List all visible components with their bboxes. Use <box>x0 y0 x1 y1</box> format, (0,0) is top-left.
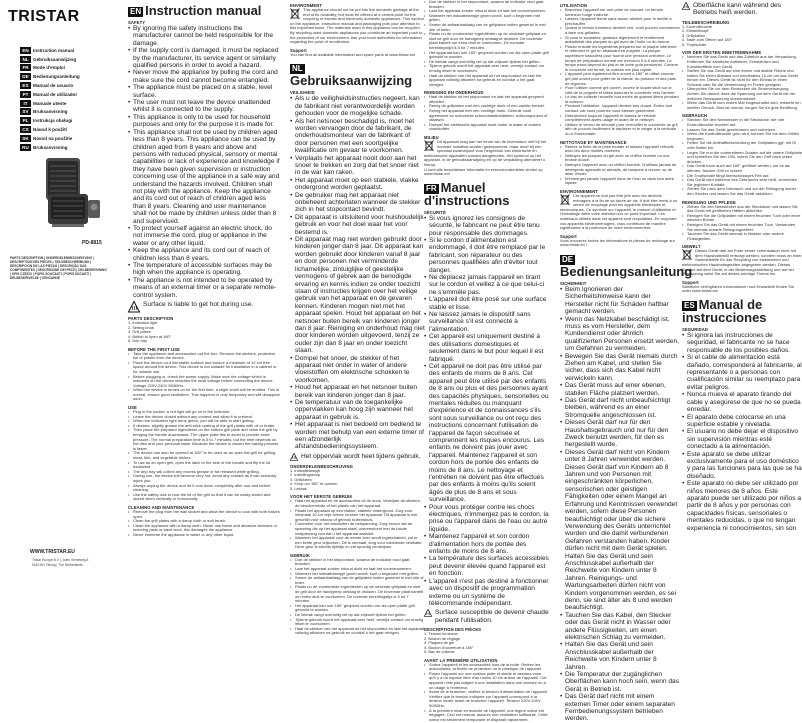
language-code-badge: SK <box>20 135 31 142</box>
part-item: 3. Grill plates <box>128 329 151 335</box>
list-item: • Clean the appliance with a damp cloth. Never use harsh and abrasive cleaners or scouring pads or steel wool, this damages the appliance. <box>128 524 280 533</box>
list-item: • The appliance must be placed on a stable, level surface. <box>128 84 280 99</box>
list-item: • Haal de stekker van het apparaat uit het stopcontact en laat het apparaat volledig afkoelen na gebruik en voordat u het gaat reinigen. <box>290 627 425 636</box>
list-item: • Reinig het apparaat met een vochtige doek. Gebruik nooit agressieve en schurende schoonmaakmiddelen, schuursponzen of staalwol. <box>424 109 549 123</box>
list-item: • L'appareil peut également être ouvert à 180° et utilisé comme gril plat ouvert pour griller de la viande, du poisson et des plats de légumes. <box>560 72 680 86</box>
list-item: • Nettoyez l'appareil avec un chiffon humide. N'utilisez jamais de détergents agressifs et abrasifs, de tampons à récurer ou de laine d'acier. <box>560 163 680 177</box>
safety-heading: SEGURIDAD <box>682 327 709 333</box>
list-item: • À la première mise en marche de l'appareil, une légère odeur est dégagée. Ceci est normal, assurez une ventilation suffisante. Cette odeur est seulement temporaire et disparaît rapidement. <box>424 709 549 723</box>
part-item: 5. Drip tray <box>128 338 148 344</box>
list-item: • Legen Sie nun die vorbereiteten Zutaten auf die untere Grillplatte und schließen Sie den Grill, indem Sie den Griff nach unten drücken. <box>682 151 802 165</box>
list-item: • The drip tray will collect any excess grease or fat released while grilling. <box>128 470 280 475</box>
list-item: • Place the device on a flat stable surface and ensure a minimum of 10 cm free space around the device. This device is not suitable for installation in a cabinet or for outside use. <box>128 361 280 375</box>
list-item: • Le bac de collecte recueille tout excès de graisse libéré pendant la cuisson. <box>560 95 680 104</box>
list-item: • Si vous ignorez les consignes de sécurité, le fabricant ne peut être tenu pour responsable des dommages. <box>424 215 549 237</box>
before-first-use-heading: AVANT LA PREMIÈRE UTILISATION <box>424 657 498 663</box>
list-item: • Dit apparaat mag niet worden gebruikt door kinderen jonger dan 8 jaar. Dit apparaat kan worden gebruikt door kinderen vanaf 8 jaar en door personen met verminderde lichamelijke, zintuiglijke of geestelijke vermogens of gebrek aan de benodigde ervaring en kennis indien ze onder toezicht staan of instructies krijgen over het veilige gebruik van het apparaat en de gevaren kennen. Kinderen mogen niet met het apparaat spelen. Houd het apparaat en het netsnoer buiten bereik van kinderen jonger dan 8 jaar. Reiniging en onderhoud mag niet door kinderen worden uitgevoerd, tenzij ze ouder zijn dan 8 jaar en onder toezicht staan. <box>290 236 425 355</box>
language-code-badge: NL <box>292 64 303 74</box>
part-item: 2. Einstellknopf <box>682 28 709 34</box>
list-item: • Laissez l'appareil fermé sans aucun aliment pour le mettre à préchauffer. <box>560 17 680 26</box>
language-name: Manual de usuario <box>33 82 74 88</box>
list-item: • La température des surfaces accessibles peut devenir élevée quand l'appareil est en fonction. <box>424 555 549 577</box>
language-name: Bedienungsanleitung <box>33 74 80 80</box>
list-item: • Tijdens gebruik wordt het apparaat zeer heet, vermijd contact om ernstig letsel te voorkomen. <box>290 618 425 627</box>
list-item: • Wenn das Gerät zum ersten Mal eingeschaltet wird, entsteht ein leichter Geruch. Dies ist normal, sorgen Sie für gute Belüftung. <box>682 101 802 110</box>
list-item: • Das Gerät muss auf einer ebenen, stabilen Fläche platziert werden. <box>560 382 680 397</box>
spanish-section <box>682 0 802 575</box>
list-item: • Use the safety lock to lock the lid of the grill so that it can be easily stored and stored when vertically or horizontally. <box>128 493 280 502</box>
list-item: • Nunca mueva el aparato tirando del cable y asegúrese de que no se pueda enredar. <box>682 391 802 413</box>
environment-heading: ENVIRONNEMENT <box>560 188 599 194</box>
list-item: • Beim Ignorieren der Sicherheitshinweise kann der Hersteller nicht für Schäden haftbar gemacht werden. <box>560 286 680 316</box>
list-item: • Cet appareil ne doit pas être utilisé par des enfants de moins de 8 ans. Cet appareil peut être utilisé par des enfants de 8 ans ou plus et des personnes ayant des capacités physiques, sensorielles ou mentales réduites ou manquant d'expérience et de connaissances s'ils sont sous surveillance ou ont reçu des instructions concernant l'utilisation de l'appareil de façon sécurisée et comprennent les risques encourus. Les enfants ne doivent pas jouer avec l'appareil. Maintenez l'appareil et son cordon hors de portée des enfants de moins de 8 ans. Le nettoyage et l'entretien ne doivent pas être effectués par des enfants à moins qu'ils soient âgés de plus de 8 ans et sous surveillance. <box>424 363 549 504</box>
support-heading: Support <box>290 47 307 53</box>
crossed-bin-icon <box>290 8 300 20</box>
list-item: • Débranchez toujours l'appareil et laissez-le refroidir complètement après usage et avant de le nettoyer. <box>560 114 680 123</box>
list-item: • Lassen Sie das Gerät geschlossen und vorheizen. <box>682 128 802 133</box>
environment-heading: UMWELT <box>682 244 701 250</box>
list-item: • Tauchen Sie das Kabel, den Stecker oder das Gerät nicht in Wasser oder andere Flüssigkeiten, um einen elektrischen Schlag zu vermeiden. <box>560 612 680 642</box>
hot-surface-icon <box>682 2 690 10</box>
crossed-bin-icon <box>682 249 692 261</box>
list-item: • De lekbak vangt overtollig vet op dat vrijkomt tijdens het grillen. <box>424 60 549 65</box>
part-item: 4. Button to open at 180° <box>128 333 172 339</box>
language-list-item <box>20 46 110 55</box>
list-item: • Doe de stekker in het stopcontact, waarna de indicator rood gaat branden. <box>424 0 549 9</box>
hot-surface-icon <box>128 301 140 313</box>
list-item: • To protect yourself against an electric shock, do not immerse the cord, plug or appliance in the water or any other liquid. <box>128 225 280 247</box>
language-list-item <box>20 64 110 73</box>
list-item: • Plaats nu de voorbereide ingrediënten op de onderste grillplaat en sluit de grill door de handgreep omlaag te drukken. De bovenste plaat kantelt om extra druk te voorkomen. De normale bereidingstijd is 5 tot 7 minuten. <box>290 585 425 603</box>
list-item: • The appliance is not intended to be operated by means of an external timer or a separate remote-control system. <box>128 277 280 299</box>
list-item: • Halten Sie das Gerät und sein Anschlusskabel außerhalb der Reichweite von Kindern unter 8 Jahren. <box>560 641 680 671</box>
use-list <box>682 118 802 196</box>
list-item: • Haal de stekker uit het stopcontact en laat het apparaat geopend afkoelen. <box>424 95 549 104</box>
list-item: • De gebruiker mag het apparaat niet onbeheerd achterlaten wanneer de stekker zich in het stopcontact bevindt. <box>290 192 425 214</box>
list-item: • Utilisez le verrou de sécurité pour verrouiller le couvercle du gril afin de pouvoir facilement le déplacer et le ranger à la verticale ou à l'horizontale. <box>560 123 680 137</box>
use-list <box>560 8 680 137</box>
list-item: • To use as an open grill, open the latch to the side of the handle and flip the lid backward. <box>128 461 280 470</box>
list-item: • Plug in the socket, a red light will go on in the indicator. <box>128 410 280 415</box>
list-item: • L'appareil n'est pas destiné à fonctionner avec un dispositif de programmation externe ou un système de télécommande indépendant. <box>424 578 549 608</box>
list-item: • De lekbak vangt overtollig vet op dat vrijkomt tijdens het grillen. <box>290 613 425 618</box>
list-item: • Then place the prepared ingredients on the bottom grill plate and close the grill by bringing the handle downwards. The upper plate tilts to avoid to provide extra pressure. The normal preparation time is 5 to 7 minutes, but the time depends on the dish and your personal taste. Because the device is closed the baking process is faster. <box>128 428 280 451</box>
safety-list <box>560 286 680 723</box>
language-code-badge: ES <box>684 301 695 311</box>
list-item: • Tijdens gebruik wordt het apparaat zeer heet, vermijd contact om ernstig letsel te voorkomen. <box>424 64 549 73</box>
part-item: 3. Grillplaten <box>290 476 312 482</box>
part-item: 3. Grillplatten <box>682 32 705 38</box>
list-item: • Dieses Gerät darf nur für den Haushaltsgebrauch und nur für den Zweck benutzt werden, für den es hergestellt wurde. <box>560 419 680 449</box>
language-code-badge: DE <box>562 254 574 264</box>
use-heading: UTILISATION <box>560 3 588 8</box>
before-first-use-heading: VOOR HET EERSTE GEBRUIK <box>290 494 353 500</box>
parts-list <box>290 469 425 492</box>
list-item: • Stellen Sie das Gerät auf eine ebene und stabile Fläche und halten Sie einen Abstand von mindestens 10 cm um das Gerät herum ein. Dieses Gerät ist nicht für den Einbau in einen Schrank oder für die Verwendung im Freien geeignet. <box>682 69 802 87</box>
support-heading: Support <box>560 233 577 239</box>
safety-heading: SÉCURITÉ <box>424 209 446 215</box>
list-item: • El aparato debe colocarse en una superficie estable y nivelada. <box>682 414 802 429</box>
list-item: • Verplaats het apparaat nooit door aan het snoer te trekken en zorg dat het snoer niet in de war kan raken. <box>290 155 425 177</box>
list-item: • Houd het apparaat en het netsnoer buiten bereik van kinderen jonger dan 8 jaar. <box>290 384 425 399</box>
list-item: • Remove the plug from the wall socket and allow the device to cool with both halves open. <box>128 510 280 519</box>
use-heading: GEBRAUCH <box>682 113 707 119</box>
language-name: Bruksanvisning <box>33 144 68 150</box>
language-code-badge: RU <box>20 144 31 151</box>
language-name: Mode d'emploi <box>33 65 65 71</box>
language-list-item <box>20 55 110 64</box>
section-title: ES Manual de instrucciones <box>682 297 767 326</box>
part-item: 4. Knop om 180° te openen <box>290 481 338 487</box>
language-list-item <box>20 116 110 125</box>
list-item: • If the supply cord is damaged, it must be replaced by the manufacturer, its service agent or similarly qualified persons in order to avoid a hazard. <box>128 47 280 69</box>
cleaning-heading: REINIGING EN ONDERHOUD <box>424 90 484 96</box>
hot-surface-icon <box>424 609 432 617</box>
language-list-item <box>20 72 110 81</box>
list-item: • Reinigen Sie das Gerät mit einem feuchten Tuch. Verwenden Sie niemals scharfe Reinigungsmittel. <box>682 223 802 232</box>
environment-text: This appliance should not be put into the domestic garbage at the end of its durability, but must be offered at a central point for the recycling of electric and electronic domestic appliances. This symbol on the appliance, instruction manual and packaging puts your attention to this important issue. The materials used in this appliance can be recycled. By recycling used domestic appliances you contribute an important push to the protection of our environment. Ask your local authorities for information regarding the point of recollection. <box>290 7 424 45</box>
crossed-bin-icon <box>560 194 570 206</box>
list-item: • Si le cordon d'alimentation est endommagé, il doit être remplacé par le fabricant, son réparateur ou des personnes qualifiées afin d'éviter tout danger. <box>424 237 549 274</box>
part-item: 1. Indicatielampje <box>290 467 321 473</box>
list-item: • Smeer de antiaanbaklaag van de grillplaten indien gewenst in met olie of boter. <box>424 23 549 32</box>
use-list-continued <box>424 0 549 87</box>
part-item: 1. Indication light <box>128 320 158 326</box>
before-first-use-list <box>424 663 549 723</box>
part-item: 2. Setting knob <box>128 324 154 330</box>
language-code-badge: FR <box>426 183 437 193</box>
cleaning-list <box>128 510 280 538</box>
list-item: • Clean the grill plates with a damp cloth or soft brush. <box>128 519 280 524</box>
section-title: DEBedienungsanleitung <box>560 254 693 279</box>
list-item: • Dieses Gerät darf nicht von Kindern unter 8 Jahren verwendet werden. Dieses Gerät darf von Kindern ab 8 Jahren und von Personen mit eingeschränkten körperlichen, sensorischen oder geistigen Fähigkeiten oder einem Mangel an Erfahrung und Kenntnissen verwendet werden, sofern diese Personen beaufsichtigt oder über die sichere Verwendung des Geräts unterrichtet wurden und die damit verbundenen Gefahren verstanden haben. Kinder dürfen nicht mit dem Gerät spielen. Halten Sie das Gerät und sein Anschlusskabel außerhalb der Reichweite von Kindern unter 8 Jahren. Reinigungs- und Wartungsarbeiten dürfen nicht von Kindern vorgenommen werden, es sei denn, sie sind älter als 8 und werden beaufsichtigt. <box>560 449 680 612</box>
hot-surface-warning <box>682 2 802 17</box>
safety-heading: SAFETY <box>128 20 146 25</box>
environment-heading: ENVIRONMENT <box>290 3 323 8</box>
list-item: • Wenn das Netzkabel beschädigt ist, muss es vom Hersteller, dem Kundendienst oder ähnlich qualifizierten Personen ersetzt werden, um Gefahren zu vermeiden. <box>560 316 680 353</box>
company-address-line: Tristar Europe B.V. | Jules Verneweg 8 <box>32 558 89 562</box>
list-item: • Tauchen Sie das Gerät niemals in Wasser oder andere Flüssigkeiten. <box>682 232 802 241</box>
language-code-badge: EN <box>20 47 31 54</box>
model-number: PD-8815 <box>82 240 102 246</box>
list-item: • Before plugging in, check the power supply. Make sure the voltage which is indicated on the device matches the local voltage before connecting the device. Voltage 220V-240V 50/60Hz. <box>128 375 280 389</box>
list-item: • Ne laissez jamais le dispositif sans surveillance s'il est connecté à l'alimentation. <box>424 311 549 333</box>
list-item: • Pendant l'utilisation, l'appareil devient très chaud. Évitez tout contact, car vous pourriez vous blesser gravement. <box>560 104 680 113</box>
list-item: • Wanneer het indicatielampje groen wordt, kunt u beginnen met grillen. <box>424 14 549 23</box>
before-first-use-list <box>290 499 425 550</box>
list-item: • Reinig de grillplaten met een vochtige doek of een zachte borstel. <box>424 104 549 109</box>
language-name: Instrukcja obsługi <box>33 118 73 124</box>
list-item: • Pour l'utiliser comme gril ouvert, ouvrez le loquet situé sur le côté de la poignée et faites basculer le couvercle vers l'arrière. <box>560 86 680 95</box>
list-item: • The user must not leave the device unattended whilst it is connected to the supply. <box>128 99 280 114</box>
list-item: • Nehmen Sie das Gerät und das Zubehör aus der Verpackung. Entfernen Sie sämtliche Aufkleber, Schutzfolien und Kunststoffteile vom Gerät. <box>682 55 802 69</box>
website-url[interactable]: WWW.TRISTAR.EU <box>30 549 75 555</box>
safety-list <box>128 25 280 299</box>
cleaning-heading: CLEANING AND MAINTENANCE <box>128 504 195 510</box>
hot-surface-text: Oberfläche kann während des Betriebs heiß werden. <box>693 2 781 17</box>
list-item: • Laat het apparaat zonder inhoud dicht en laat het voorverwarmen. <box>290 567 425 572</box>
use-heading: USE <box>128 405 137 411</box>
list-item: • N'immergez jamais l'appareil dans de l'eau ou dans tout autre liquide. <box>560 177 680 186</box>
parts-list <box>128 321 280 344</box>
parts-heading: TEILEBESCHREIBUNG <box>682 19 730 25</box>
list-item: • Haal de stekker van het apparaat uit het stopcontact en laat het apparaat volledig afkoelen na gebruik en voordat u het gaat reinigen. <box>424 74 549 88</box>
list-item: • Laat het apparaat zonder inhoud dicht en laat het voorverwarmen. <box>424 9 549 14</box>
language-name: Manual de utilizador <box>33 91 78 97</box>
language-name: Bruksanvisning <box>33 109 68 115</box>
grill-product-image <box>40 150 106 234</box>
list-item: • If desired, slightly grease the anti-stick coating of the grill plates with oil or butter. <box>128 424 280 429</box>
crossed-bin-icon <box>424 140 434 152</box>
part-item: 4. Taste zum Öffnen auf 180° <box>682 37 733 43</box>
safety-heading: VEILIGHEID <box>290 90 315 96</box>
list-item: • Placez ensuite les ingrédients préparés sur la plaque inférieure et refermez le gril en abaissant sa poignée. La plaque supérieure basculera pour fournir une pression uniforme. Le temps de préparation normal est d'environ 5 à 8 minutes. Le temps exact dépend du plat et de votre goût personnel. Comme le couvercle est fermé, la cuisson est plus rapide. <box>560 45 680 73</box>
list-item: • By ignoring the safety instructions the manufacturer cannot be held responsible for the damage. <box>128 25 280 47</box>
environment-text: Cet appareil ne doit pas être jeté avec les déchets ménagers à la fin de sa durée de vie. Il doit être remis à un centre de recyclage pour les appareils électriques et électroniques. Ce symbole sur l'appareil, le manuel d'utilisation et l'emballage attire votre attention sur ce point important. Les matériaux utilisés dans cet appareil sont recyclables. En recyclant vos appareils électroménagers, vous contribuez de manière significative à la protection de notre environnement. <box>560 192 678 231</box>
part-item: 2. Instellingsknop <box>290 472 321 478</box>
list-item: • Das Gerät wird während des Gebrauchs sehr heiß, vermeiden Sie jeglichen Kontakt. <box>682 178 802 187</box>
language-name: Návod na použitie <box>33 135 73 141</box>
part-item: 3. Plaques de gril <box>424 640 455 646</box>
list-item: • El usuario no debe dejar el dispositivo sin supervisión mientras esté conectado a la alimentación. <box>682 428 802 450</box>
list-item: • Si ignora las instrucciones de seguridad, el fabricante no se hace responsable de los posibles daños. <box>682 332 802 354</box>
language-code-badge: SV <box>20 108 31 115</box>
safety-list <box>424 215 549 608</box>
language-name: Gebruiksaanwijzing <box>33 56 77 62</box>
language-code-badge: IT <box>20 100 31 107</box>
use-list <box>128 410 280 502</box>
language-list-item <box>20 81 110 90</box>
tristar-logo <box>8 7 78 25</box>
hot-surface-warning <box>290 453 425 461</box>
safety-list <box>290 95 425 451</box>
list-item: • Plaats nu de voorbereide ingrediënten op de onderste grillplaat en sluit de grill door de handgreep omlaag te drukken. De bovenste plaat kantelt om extra druk te voorkomen. De normale bereidingstijd is 5 tot 7 minuten. <box>424 32 549 50</box>
part-item: 1. Kontrollleuchte <box>682 23 713 29</box>
list-item: • Pour vous protéger contre les chocs électriques, n'immergez pas le cordon, la prise ou l'appareil dans de l'eau ou autre liquide. <box>424 504 549 534</box>
list-item: • Never move the appliance by pulling the cord and make sure the cord cannot become entangled. <box>128 69 280 84</box>
hot-surface-icon <box>290 453 298 461</box>
use-list <box>290 558 425 636</box>
list-item: • Always unplug the device and let it cool down completely after use and before cleaning. <box>128 484 280 493</box>
language-name: Instruction manual <box>33 47 75 53</box>
list-item: • Ziehen Sie den Netzstecker aus der Steckdose und lassen Sie das Gerät mit geöffneten Hälften abkühlen. <box>682 205 802 214</box>
hot-surface-text: Het oppervlak wordt heet tijdens gebruik. <box>301 452 421 460</box>
language-code-badge: PT <box>20 91 31 98</box>
list-item: • Ziehen Sie nach dem Gebrauch und vor der Reinigung immer den Stecker und lassen Sie das Gerät abkühlen. <box>682 187 802 196</box>
cleaning-list <box>424 95 549 132</box>
list-item: • Branchez l'appareil sur une prise de courant, un témoin lumineux rouge s'allume. <box>560 8 680 17</box>
language-list <box>20 46 110 152</box>
support-text: U kunt alle beschikbare informatie en reserveonderdelen vinden op www.tristar.eu! <box>424 166 543 177</box>
part-item: 1. Témoin lumineux <box>424 631 458 637</box>
list-item: • Fetten Sie die Antihaftbeschichtung der Grillplatten ggf. mit Öl oder Butter ein. <box>682 141 802 150</box>
before-first-use-list <box>128 352 280 403</box>
hot-surface-warning <box>128 301 280 313</box>
list-item: • Avant de le brancher, vérifiez la tension d'alimentation de l'appareil. Vérifiez que la tension indiquée sur l'appareil correspond à la tension locale avant de brancher l'appareil. Tension 220V-240V 50/60Hz. <box>424 690 549 708</box>
list-item: • Si el cable de alimentación está dañado, corresponderá al fabricante, al representante o a personas con cualificación similar su reemplazo para evitar peligros. <box>682 354 802 391</box>
support-text: Sämtliche verfügbaren Informationen und Ersatzteile finden Sie unter www.tristar.eu! <box>682 283 795 294</box>
list-item: • Dompel het snoer, de stekker of het apparaat niet onder in water of andere vloeistoffen om elektrische schokken te voorkomen. <box>290 355 425 385</box>
part-item: 5. Tropfschale <box>682 41 707 47</box>
list-item: • Das Gerät darf nicht mit einem externen Timer oder einem separaten Fernbedienungssystem betrieben werden. <box>560 693 680 723</box>
parts-heading: PARTS DESCRIPTION <box>128 316 174 322</box>
environment-text: Dit apparaat mag aan het einde van de levensduur niet bij het normale huisafval worden gedeponeerd, maar moet bij een speciaal inzamelpunt voor hergebruik van elektrische en elektronische apparaten worden aangeboden. Het symbool op het apparaat, in de gebruiksaanwijzing en op de verpakking attendeert u hierop. <box>424 139 547 167</box>
list-item: • Wenn die Kontrollleuchte grün wird, können Sie mit dem Grillen beginnen. <box>682 132 802 141</box>
language-code-badge: DE <box>20 73 31 80</box>
parts-heading: DESCRIPTION DES PIÈCES <box>424 627 482 633</box>
language-code-badge: PL <box>20 117 31 124</box>
list-item: • Plaats het apparaat op een vlakke, stabiele ondergrond. Zorg voor minimaal 10 cm vrije ruimte rondom het apparaat. Dit apparaat is niet geschikt voor inbouw of gebruik buitenshuis. <box>290 509 425 523</box>
list-item: • Si vous le souhaitez, graissez légèrement le revêtement antiadhésif des plaques du gril avec de l'huile ou du beurre. <box>560 36 680 45</box>
support-text: Vous trouverez toutes les informations et pièces de rechange sur www.tristar.eu ! <box>560 237 675 248</box>
list-item: • Quand le témoin lumineux devient vert, vous pouvez commencer à faire vos grillades. <box>560 26 680 35</box>
list-item: • Maintenez l'appareil et son cordon d'alimentation hors de portée des enfants de moins de 8 ans. <box>424 533 549 555</box>
list-item: • Wanneer het apparaat voor de eerste keer wordt ingeschakeld, zal er een lichte geur vrijkomen. Dit is normaal, zorg voor voldoende ventilatie. Deze geur is slechts tijdelijk en zal spoedig verdwijnen. <box>290 536 425 550</box>
part-item: 4. Bouton d'ouverture à 180° <box>424 644 474 650</box>
safety-list <box>682 332 802 532</box>
list-item: • When the indication light turns green, you will be able to start grilling. <box>128 419 280 424</box>
list-item: • Take the appliance and accessories out the box. Remove the stickers, protective foil or plastic from the device. <box>128 352 280 361</box>
list-item: • Nettoyez les plaques du gril avec un chiffon humide ou une brosse douce. <box>560 154 680 163</box>
part-item: 5. Bac de collecte <box>424 649 455 655</box>
english-section <box>128 0 280 575</box>
list-item: • Das Gerät kann auch auf 180° geöffnet werden, um es als offenen, flachen Grill zu nutzen. <box>682 164 802 173</box>
cleaning-list <box>560 145 680 186</box>
section-title: NLGebruiksaanwijzing <box>290 64 413 89</box>
section-title: EN Instruction manual <box>130 3 262 18</box>
list-item: • Leave the device closed without any content and allow it to preheat. <box>128 415 280 420</box>
list-item: • Das Gerät darf nicht unbeaufsichtigt bleiben, während es an einer Stromquelle angeschlossen ist. <box>560 397 680 419</box>
use-heading: GEBRUIK <box>290 552 311 558</box>
list-item: • Het apparaat is niet bedoeld om bediend te worden met behulp van een externe timer of een afzonderlijk afstandsbedieningssysteem. <box>290 421 425 451</box>
parts-list <box>424 632 549 655</box>
language-code-badge: NL <box>20 56 31 63</box>
language-name: Manuale utente <box>33 100 67 106</box>
parts-list <box>682 25 802 48</box>
list-item: • Posez l'appareil sur une surface plate et stable et assurez-vous qu'il y a un espace libre d'au moins 10 cm autour de l'appareil. Cet appareil n'est pas adapté à une installation dans une armoire ou à un usage à l'extérieur. <box>424 672 549 690</box>
cleaning-list <box>682 205 802 242</box>
list-item: • Dit apparaat is uitsluitend voor huishoudelijk gebruik en voor het doel waar het voor bestemd is. <box>290 214 425 236</box>
french-section <box>424 0 549 722</box>
language-name: Návod k použití <box>33 126 67 132</box>
list-item: • De temperatuur van de toegankelijke oppervlakken kan hoog zijn wanneer het apparaat in gebruik is. <box>290 399 425 421</box>
list-item: • Bewegen Sie das Gerät niemals durch Ziehen am Kabel, und stellen Sie sicher, dass sich das Kabel nicht verwickeln kann. <box>560 353 680 383</box>
parts-heading: ONDERDELENBESCHRIJVING <box>290 463 353 469</box>
language-list-item <box>20 125 110 134</box>
list-item: • Cet appareil est uniquement destiné à des utilisations domestiques et seulement dans le but pour lequel il est fabriqué. <box>424 333 549 363</box>
cleaning-heading: NETTOYAGE ET MAINTENANCE <box>560 139 627 145</box>
hot-surface-warning <box>424 609 549 624</box>
cleaning-heading: REINIGUNG UND PFLEGE <box>682 199 736 205</box>
list-item: • Haal het apparaat en de accessoires uit de doos. Verwijder de stickers, de beschermfolie of het plastic van het apparaat. <box>290 499 425 508</box>
list-item: • Retirez la fiche de la prise murale et laissez l'appareil refroidir avec les deux moitiés ouvertes. <box>560 145 680 154</box>
before-first-use-heading: BEFORE THE FIRST USE <box>128 346 181 352</box>
list-item: • Het apparaat kan ook 180° geopend worden om als open platte grill gebruikt te worden. <box>424 51 549 60</box>
list-item: • Sortez l'appareil et les accessoires hors de la boîte. Retirez les autocollants, la feuille de protection ou le plastique de l'appareil. <box>424 663 549 672</box>
list-item: • This appliance shall not be used by children aged less than 8 years. This appliance can be used by children aged from 8 years and above and persons with reduced physical, sensory or mental capabilities or lack of experience and knowledge if they have been given supervision or instruction concerning use of the appliance in a safe way and understand the hazards involved. Children shall not play with the appliance. Keep the appliance and its cord out of reach of children aged less than 8 years. Cleaning and user maintenance shall not be made by children unless older than 8 and supervised. <box>128 129 280 225</box>
support-text: You can find all available information and spare parts at www.tristar.eu! <box>290 51 416 57</box>
section-title: FR Manuel d'instructions <box>424 179 510 208</box>
list-item: • Als u de veiligheidsinstructies negeert, kan de fabrikant niet verantwoordelijk worden gehouden voor de mogelijke schade. <box>290 95 425 117</box>
list-item: • Este aparato no debe ser utilizado por niños menores de 8 años. Este aparato puede ser utilizado por niños a partir de 8 años y por personas con capacidades físicas, sensoriales o mentales reducidas, o que no tengan experiencia ni conocimientos, sin son <box>682 480 802 532</box>
list-item: • Stecken Sie den Netzstecker in die Steckdose; die rote Kontrollleuchte leuchtet auf. <box>682 118 802 127</box>
list-item: • L'appareil doit être posé sur une surface stable et lisse. <box>424 296 549 311</box>
language-list-item <box>20 90 110 99</box>
svg-text:TRISTAR: TRISTAR <box>8 8 80 25</box>
language-code-badge: FR <box>20 64 31 71</box>
language-code-badge: CS <box>20 126 31 133</box>
list-item: • When the device is turned on for the first time, a slight smell will be emitted. This is normal, ensure good ventilation. This happens in only temporary and will disappear soon. <box>128 388 280 402</box>
list-item: • Het apparaat moet op een stabiele, vlakke ondergrond worden geplaatst. <box>290 177 425 192</box>
list-item: • Dompel het elektrische apparaat nooit onder in water of andere vloeistoffen. <box>424 123 549 132</box>
environment-text: Dieses Gerät darf am Ende seiner Lebensdauer nicht mit dem Haushaltsmüll entsorgt werden, sondern muss an einer Sammelstelle für das Recycling von elektrischen und elektronischen Haushaltsgeräten abgegeben werden. Dieses Symbol auf dem Gerät, in der Bedienungsanleitung und auf der Verpackung weist Sie auf dieses wichtige Thema hin. <box>682 248 802 277</box>
dutch-section <box>290 0 425 636</box>
list-item: • Als het netsnoer beschadigd is, moet het worden vervangen door de fabrikant, de onderhoudsmonteur van de fabrikant of door personen met een soortgelijke kwalificatie om gevaar te voorkomen. <box>290 118 425 155</box>
list-item: • Keep the appliance and its cord out of reach of children less than 8 years. <box>128 247 280 262</box>
support-heading: Support <box>682 279 699 285</box>
list-item: • Reinigen Sie die Grillplatten mit einem feuchten Tuch oder einer weichen Bürste. <box>682 214 802 223</box>
hot-surface-text: Surface susceptible de devenir chaude pendant l'utilisation. <box>435 609 549 624</box>
list-item: • Smeer de antiaanbaklaag van de grillplaten indien gewenst in met olie of boter. <box>290 576 425 585</box>
list-item: • The device can also be opened at 180° to be used as an open flat grill for grilling meat, fish, and vegetable dishes. <box>128 451 280 460</box>
list-item: • The temperature of accessible surfaces may be high when the appliance is operating. <box>128 262 280 277</box>
list-item: • Het apparaat kan ook 180° geopend worden om als open platte grill gebruikt te worden. <box>290 604 425 613</box>
language-list-item <box>20 99 110 108</box>
list-item: • Die Temperatur der zugänglichen Oberflächen kann hoch sein, wenn das Gerät in Betrieb ist. <box>560 671 680 693</box>
list-item: • Die Tropfschale fängt überschüssiges Fett auf. <box>682 174 802 179</box>
environment-heading: MILIEU <box>424 135 439 141</box>
cover-column <box>0 0 110 575</box>
list-item: • Wanneer het indicatielampje groen wordt, kunt u beginnen met grillen. <box>290 572 425 577</box>
multilingual-imprint: PARTS DESCRIPTION | ONDERDELENBESCHRIJVING | DESCRIPTION DES PIÈCES | TEILEBESCHREIBUNG | DESCRIPCIÓN DE LAS PIEZAS | DESCRIÇÃO DAS COMPONENTES | DESCRIZIONE DEI PEZZI | DELBESKRIVNING | OPIS CZĘŚCI | POPIS SOUČÁSTÍ | POPIS SÚČASTÍ | DELBESKRIVELSE | ОПИСАНИЕ <box>10 256 107 281</box>
language-list-item <box>20 134 110 143</box>
hot-surface-text: Surface is liable to get hot during use. <box>143 301 254 309</box>
part-item: 5. Lekbak <box>290 485 307 491</box>
company-address-line: 5015 BH Tilburg | The Netherlands <box>32 563 83 567</box>
list-item: • Never immerse the appliance in water or any other liquid. <box>128 533 280 538</box>
before-first-use-list <box>682 55 802 110</box>
list-item: • Controleer voor het aansluiten de netspanning. Zorg ervoor dat de spanning die op het apparaat staat, overeenkomt met de lokale netspanning voordat u het apparaat aansluit. <box>290 522 425 536</box>
language-code-badge: ES <box>20 82 31 89</box>
list-item: • This appliance is only to be used for household purposes and only for the purpose it is made for. <box>128 114 280 129</box>
list-item: • Überprüfen Sie vor dem Einstecken die Stromversorgung. Achten Sie darauf, dass die Spannung auf dem Gerät mit der örtlichen Netzspannung übereinstimmt. <box>682 87 802 101</box>
language-code-badge: EN <box>130 7 142 16</box>
before-first-use-heading: VOR DER ERSTEN INBETRIEBNAHME <box>682 50 762 56</box>
list-item: • Doe de stekker in het stopcontact, waarna de indicator rood gaat branden. <box>290 558 425 567</box>
part-item: 2. Bouton de réglage <box>424 635 461 641</box>
list-item: • During use, the device will become very hot, avoid any contact as it can seriously injure you. <box>128 474 280 483</box>
language-list-item <box>20 108 110 117</box>
list-item: • Este aparato se debe utilizar exclusivamente para el uso doméstico y para las funciones para las que se ha diseñado. <box>682 451 802 481</box>
safety-heading: SICHERHEIT <box>560 280 587 286</box>
list-item: • Ne déplacez jamais l'appareil en tirant sur le cordon et veillez à ce que celui-ci ne s'emmêle pas. <box>424 274 549 296</box>
